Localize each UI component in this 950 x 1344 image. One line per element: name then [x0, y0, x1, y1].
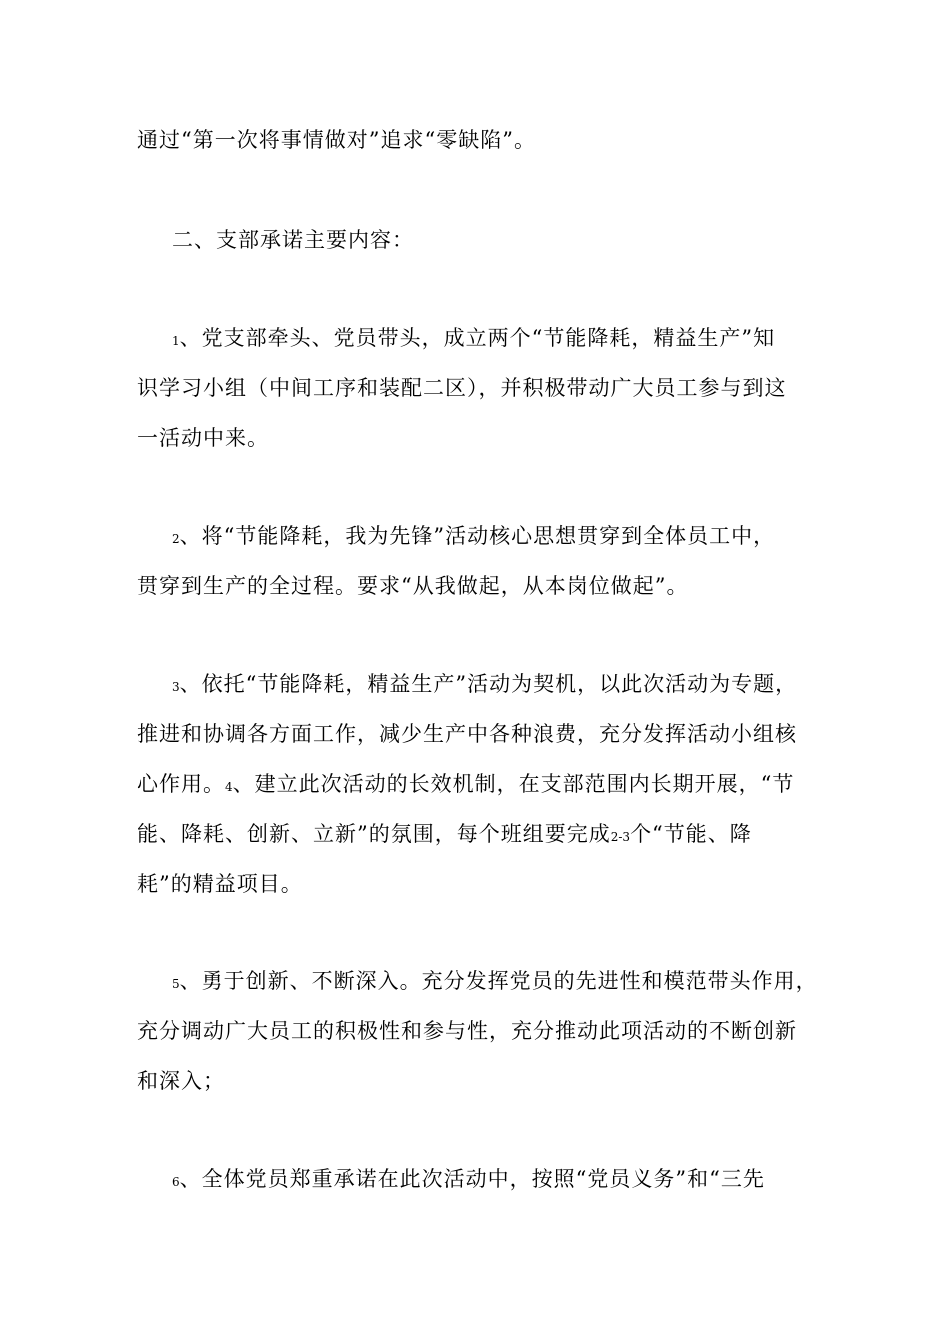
- text-line: [137, 373, 787, 403]
- text-line: [137, 1066, 225, 1096]
- line-text: 能、降耗、创新、立新”的氛围，每个班组要完成: [137, 822, 611, 846]
- line-text: 、依托“节能降耗，精益生产”活动为契机，以此次活动为专题，: [179, 672, 798, 696]
- text-line: [137, 719, 797, 749]
- list-item-3: [172, 669, 797, 702]
- list-item-5: [172, 966, 818, 999]
- text-line: [137, 423, 269, 453]
- text-line: [137, 1016, 797, 1046]
- text-line: [137, 125, 536, 155]
- range-number: 2-3: [610, 830, 631, 844]
- list-item-6: [172, 1164, 765, 1197]
- line-text: 、全体党员郑重承诺在此次活动中，按照“党员义务”和“三先: [179, 1167, 765, 1191]
- item-number: 2: [172, 532, 180, 546]
- line-text: 、勇于创新、不断深入。充分发挥党员的先进性和模范带头作用，: [179, 969, 818, 993]
- item-number: 6: [172, 1175, 180, 1189]
- line-text: 、将“节能降耗，我为先锋”活动核心思想贯穿到全体员工中，: [179, 524, 776, 548]
- line-text: 、党支部牵头、党员带头，成立两个“节能降耗，精益生产”知: [179, 326, 776, 350]
- list-item-1: [172, 323, 775, 356]
- text-line: [137, 819, 752, 852]
- list-item-2: [172, 521, 775, 554]
- line-text: 和深入；: [137, 1069, 225, 1093]
- list-item-4: [137, 769, 794, 802]
- section-heading: [172, 225, 414, 255]
- line-text: 二、支部承诺主要内容：: [172, 228, 414, 252]
- line-text: 一活动中来。: [137, 426, 269, 450]
- line-text: 识学习小组（中间工序和装配二区），并积极带动广大员工参与到这: [137, 376, 787, 400]
- line-text: 、建立此次活动的长效机制，在支部范围内长期开展，“节: [232, 772, 795, 796]
- line-text: 贯穿到生产的全过程。要求“从我做起，从本岗位做起”。: [137, 574, 689, 598]
- line-text: 通过“第一次将事情做对”追求“零缺陷”。: [137, 128, 536, 152]
- line-text: 个“节能、降: [630, 822, 752, 846]
- text-line: [137, 571, 688, 601]
- item-number: 3: [172, 680, 180, 694]
- line-text: 心作用。: [137, 772, 225, 796]
- line-text: 充分调动广大员工的积极性和参与性，充分推动此项活动的不断创新: [137, 1019, 797, 1043]
- item-number: 4: [225, 780, 233, 794]
- line-text: 推进和协调各方面工作，减少生产中各种浪费，充分发挥活动小组核: [137, 722, 797, 746]
- item-number: 5: [172, 977, 180, 991]
- item-number: 1: [172, 334, 180, 348]
- text-line: [137, 869, 303, 899]
- line-text: 耗”的精益项目。: [137, 872, 303, 896]
